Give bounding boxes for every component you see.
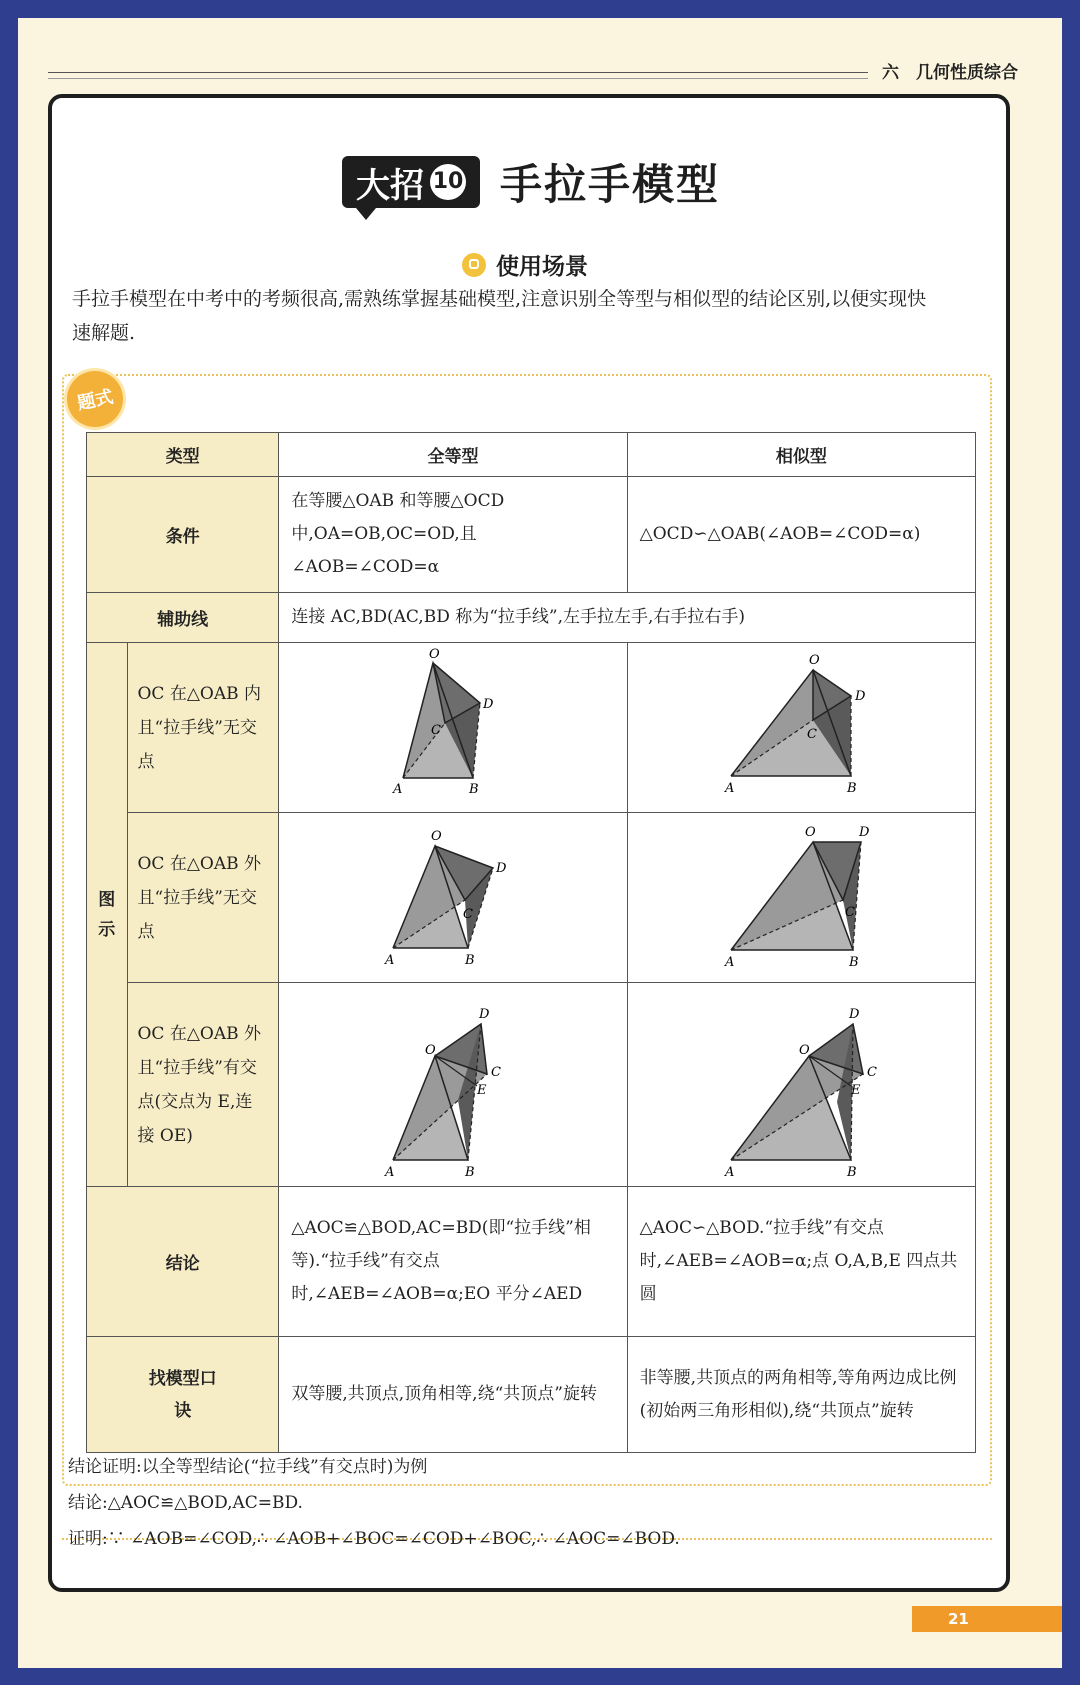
page-title: 手拉手模型: [500, 160, 721, 209]
title-badge-text: 大招: [356, 165, 424, 206]
point-D: D: [855, 688, 866, 704]
point-O: O: [809, 652, 820, 668]
figure-cell: [279, 643, 627, 813]
page: [18, 18, 1062, 1668]
condition-congruent: 在等腰△OAB 和等腰△OCD 中,OA=OB,OC=OD,且∠AOB=∠COD=α: [279, 477, 627, 593]
point-O: O: [425, 1042, 436, 1058]
table-row: [87, 1337, 976, 1453]
aux-label: 辅助线: [87, 593, 279, 643]
usage-heading: [462, 248, 588, 281]
figure-cell: [279, 813, 627, 983]
table-row: [87, 593, 976, 643]
point-A: A: [725, 954, 735, 970]
point-D: D: [849, 1006, 860, 1022]
point-A: A: [385, 952, 395, 968]
point-C: C: [463, 906, 473, 922]
case-1: OC 在△OAB 内且“拉手线”无交点: [127, 643, 279, 813]
proof-line-2: 结论:△AOC≌△BOD,AC=BD.: [68, 1493, 303, 1513]
figure-similar-3: [701, 990, 901, 1180]
figure-similar-2: [701, 818, 901, 978]
conclusion-label: 结论: [87, 1187, 279, 1337]
point-C: C: [491, 1064, 501, 1080]
usage-icon: [462, 253, 486, 277]
case-3: OC 在△OAB 外且“拉手线”有交点(交点为 E,连接 OE): [127, 983, 279, 1187]
point-D: D: [479, 1006, 490, 1022]
header-rule-2: [48, 78, 868, 79]
table-row: [87, 477, 976, 593]
point-B: B: [465, 1164, 475, 1180]
point-O: O: [805, 824, 816, 840]
header-congruent: 全等型: [279, 433, 627, 477]
header-similar: 相似型: [627, 433, 975, 477]
figure-congruent-2: [353, 818, 553, 978]
point-B: B: [847, 780, 857, 796]
point-A: A: [725, 780, 735, 796]
figure-cell: [627, 643, 975, 813]
aux-text: 连接 AC,BD(AC,BD 称为“拉手线”,左手拉左手,右手拉右手): [279, 593, 976, 643]
point-O: O: [429, 647, 440, 662]
content-card: [48, 94, 1010, 1592]
model-table: [86, 432, 976, 1453]
point-E: E: [851, 1082, 861, 1098]
point-D: D: [859, 824, 870, 840]
section-header: 六 几何性质综合: [882, 63, 1018, 83]
mnemonic-congruent: 双等腰,共顶点,顶角相等,绕“共顶点”旋转: [279, 1337, 627, 1453]
point-E: E: [477, 1082, 487, 1098]
conclusion-similar: △AOC∽△BOD.“拉手线”有交点时,∠AEB=∠AOB=α;点 O,A,B,E 四点共圆: [627, 1187, 975, 1337]
point-B: B: [469, 781, 479, 797]
point-B: B: [465, 952, 475, 968]
condition-label: 条件: [87, 477, 279, 593]
table-row: [87, 983, 976, 1187]
header-type: 类型: [87, 433, 279, 477]
table-row: [87, 1187, 976, 1337]
point-C: C: [431, 722, 441, 738]
header-rule: [48, 72, 868, 73]
point-C: C: [845, 904, 856, 920]
usage-text: 手拉手模型在中考中的考频很高,需熟练掌握基础模型,注意识别全等型与相似型的结论区别,以便实现快速解题.: [72, 288, 927, 344]
point-C: C: [867, 1064, 878, 1080]
figure-cell: [627, 983, 975, 1187]
condition-similar: △OCD∽△OAB(∠AOB=∠COD=α): [627, 477, 975, 593]
figure-similar-1: [701, 648, 901, 808]
proof-line-3: 证明:∵ ∠AOB=∠COD,∴ ∠AOB+∠BOC=∠COD+∠BOC,∴ ∠AOC=∠BOD.: [68, 1529, 680, 1549]
table-row: [87, 433, 976, 477]
conclusion-congruent: △AOC≌△BOD,AC=BD(即“拉手线”相等).“拉手线”有交点时,∠AEB=∠AOB=α;EO 平分∠AED: [279, 1187, 627, 1337]
figure-cell: [627, 813, 975, 983]
point-B: B: [847, 1164, 857, 1180]
figure-congruent-3: [353, 990, 553, 1180]
point-O: O: [799, 1042, 810, 1058]
page-number: 21: [912, 1606, 1062, 1632]
proof-line-1: 结论证明:以全等型结论(“拉手线”有交点时)为例: [68, 1457, 428, 1477]
point-A: A: [725, 1164, 735, 1180]
case-2: OC 在△OAB 外且“拉手线”无交点: [127, 813, 279, 983]
title: [342, 152, 720, 212]
usage-heading-text: 使用场景: [496, 254, 588, 280]
point-O: O: [431, 828, 442, 844]
point-D: D: [483, 696, 494, 712]
figures-label-text: 图示: [98, 889, 116, 940]
figure-cell: [279, 983, 627, 1187]
title-number: 10: [430, 164, 466, 200]
point-B: B: [849, 954, 859, 970]
table-row: [87, 813, 976, 983]
mnemonic-label-text: 找模型口诀: [148, 1368, 217, 1421]
point-D: D: [496, 860, 507, 876]
section-badge: 题式: [58, 362, 132, 436]
figures-label: [87, 643, 128, 1187]
point-A: A: [385, 1164, 395, 1180]
mnemonic-similar: 非等腰,共顶点的两角相等,等角两边成比例(初始两三角形相似),绕“共顶点”旋转: [627, 1337, 975, 1453]
title-badge: [342, 156, 480, 208]
figure-congruent-1: [353, 648, 553, 808]
point-A: A: [393, 781, 403, 797]
mnemonic-label: [87, 1337, 279, 1453]
point-C: C: [807, 726, 818, 742]
table-row: [87, 643, 976, 813]
